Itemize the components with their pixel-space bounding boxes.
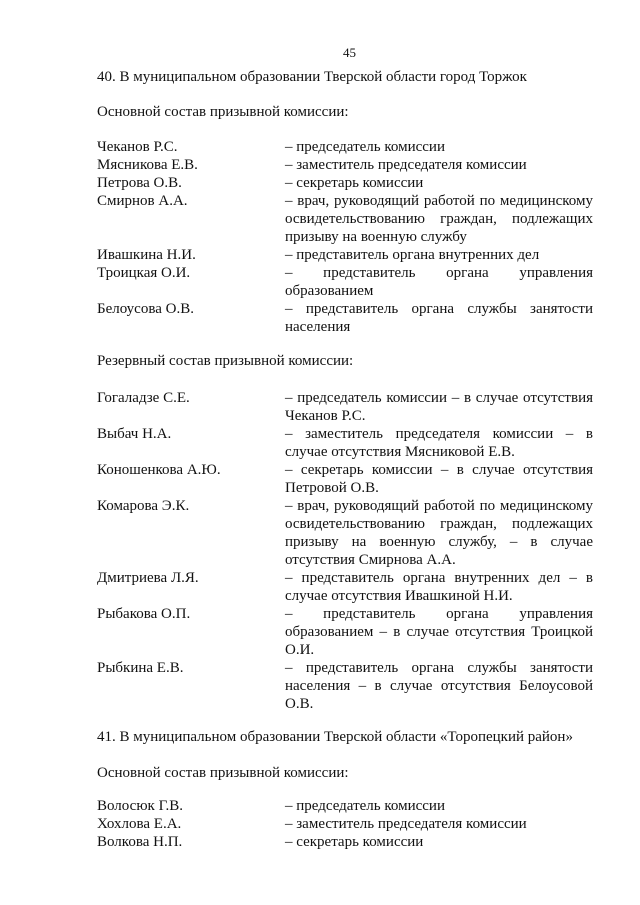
- member-name: Смирнов А.А.: [97, 193, 188, 209]
- member-role: – представитель органа внутренних дел: [285, 247, 540, 263]
- member-role: – представитель органа службы занятости населения: [285, 301, 593, 335]
- member-name: Коношенкова А.Ю.: [97, 462, 221, 478]
- member-role: – секретарь комиссии: [285, 175, 424, 191]
- main-composition-heading: Основной состав призывной комиссии:: [97, 104, 349, 120]
- member-name: Хохлова Е.А.: [97, 816, 182, 832]
- member-role: – председатель комиссии: [285, 139, 445, 155]
- member-role: – секретарь комиссии – в случае отсутствия Петровой О.В.: [285, 462, 593, 496]
- member-role: – врач, руководящий работой по медицинскому освидетельствованию граждан, подлежащих призыву на военную службу, – в случае отсутствия Смирнова А.А.: [285, 498, 593, 568]
- member-role: – председатель комиссии: [285, 798, 445, 814]
- member-role: – представитель органа службы занятости населения – в случае отсутствия Белоусовой О.В.: [285, 660, 593, 712]
- member-name: Троицкая О.И.: [97, 265, 191, 281]
- member-role: – заместитель председателя комиссии: [285, 157, 527, 173]
- member-role: – представитель органа управления образованием – в случае отсутствия Троицкой О.И.: [285, 606, 593, 658]
- member-name: Рыбкина Е.В.: [97, 660, 184, 676]
- member-name: Белоусова О.В.: [97, 301, 194, 317]
- member-name: Волосюк Г.В.: [97, 798, 184, 814]
- member-name: Волкова Н.П.: [97, 834, 183, 850]
- section-40-title: 40. В муниципальном образовании Тверской области город Торжок: [97, 69, 527, 85]
- member-role: – заместитель председателя комиссии – в случае отсутствия Мясниковой Е.В.: [285, 426, 593, 460]
- member-role-line: – председатель комиссии – в случае отсутствия Чеканов Р.С.: [285, 390, 593, 424]
- member-name: Гогаладзе С.Е.: [97, 390, 190, 406]
- main-composition-heading: Основной состав призывной комиссии:: [97, 765, 349, 781]
- page-number: 45: [343, 45, 356, 60]
- member-name: Петрова О.В.: [97, 175, 182, 191]
- member-name: Чеканов Р.С.: [97, 139, 178, 155]
- section-41-title: 41. В муниципальном образовании Тверской области «Торопецкий район»: [97, 729, 573, 745]
- member-name: Выбач Н.А.: [97, 426, 172, 442]
- reserve-composition-heading: Резервный состав призывной комиссии:: [97, 353, 354, 369]
- member-name: Мясникова Е.В.: [97, 157, 198, 173]
- member-name: Комарова Э.К.: [97, 498, 190, 514]
- member-name: Дмитриева Л.Я.: [97, 570, 199, 586]
- member-role: – врач, руководящий работой по медицинскому освидетельствованию граждан, подлежащих призыву на военную службу: [285, 193, 593, 245]
- member-role: – представитель органа внутренних дел – в случае отсутствия Ивашкиной Н.И.: [285, 570, 593, 604]
- member-name: Ивашкина Н.И.: [97, 247, 196, 263]
- member-role: – секретарь комиссии: [285, 834, 424, 850]
- member-name: Рыбакова О.П.: [97, 606, 191, 622]
- member-role: – представитель органа управления образованием: [285, 265, 593, 299]
- member-role: – заместитель председателя комиссии: [285, 816, 527, 832]
